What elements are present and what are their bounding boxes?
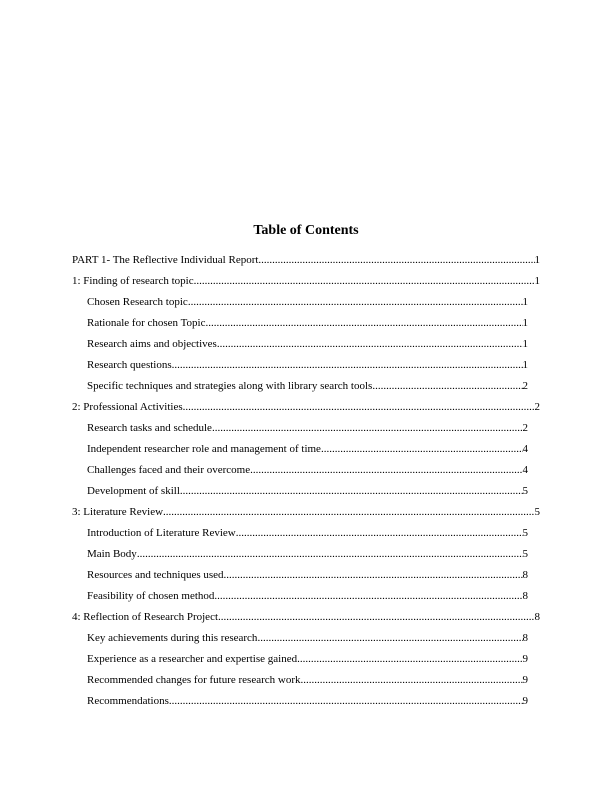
- toc-entry-text: Challenges faced and their overcome: [87, 464, 251, 476]
- toc-entry-text: Development of skill: [87, 485, 180, 497]
- toc-section-entry[interactable]: [72, 611, 540, 632]
- toc-dot-leader: [180, 485, 523, 498]
- toc-subsection-entry[interactable]: [87, 485, 528, 506]
- toc-dot-leader: [297, 653, 522, 666]
- toc-page-number: 2: [522, 422, 528, 434]
- toc-entry-text: Research questions: [87, 359, 172, 371]
- toc-subsection-entry[interactable]: [87, 632, 528, 653]
- toc-subsection-entry[interactable]: [87, 338, 528, 359]
- toc-dot-leader: [258, 254, 534, 267]
- toc-subsection-entry[interactable]: [87, 317, 528, 338]
- toc-dot-leader: [205, 317, 522, 330]
- toc-dot-leader: [214, 590, 522, 603]
- toc-subsection-entry[interactable]: [87, 380, 528, 401]
- toc-dot-leader: [212, 422, 523, 435]
- toc-entry-text: Chosen Research topic: [87, 296, 188, 308]
- toc-subsection-entry[interactable]: [87, 443, 528, 464]
- toc-subsection-entry[interactable]: [87, 359, 528, 380]
- toc-page-number: 9: [522, 653, 528, 665]
- toc-dot-leader: [169, 695, 523, 708]
- toc-page-number: 8: [522, 569, 528, 581]
- toc-entry-text: 4: Reflection of Research Project: [72, 611, 219, 623]
- toc-entry-text: 2: Professional Activities: [72, 401, 183, 413]
- toc-page-number: 5: [534, 506, 540, 518]
- toc-page-number: 1: [534, 254, 540, 266]
- toc-section-entry[interactable]: [72, 401, 540, 422]
- toc-page-number: 1: [534, 275, 540, 287]
- toc-dot-leader: [257, 632, 522, 645]
- toc-dot-leader: [163, 506, 534, 519]
- toc-entry-text: Rationale for chosen Topic: [87, 317, 206, 329]
- toc-subsection-entry[interactable]: [87, 590, 528, 611]
- toc-subsection-entry[interactable]: [87, 695, 528, 716]
- toc-page-number: 5: [522, 548, 528, 560]
- toc-entry-text: Feasibility of chosen method: [87, 590, 215, 602]
- toc-entry-text: Independent researcher role and management of time: [87, 443, 321, 455]
- toc-dot-leader: [183, 401, 535, 414]
- toc-entry-text: Experience as a researcher and expertise gained: [87, 653, 298, 665]
- toc-entry-text: Research tasks and schedule: [87, 422, 212, 434]
- toc-dot-leader: [321, 443, 523, 456]
- toc-subsection-entry[interactable]: [87, 569, 528, 590]
- toc-title: Table of Contents: [253, 223, 359, 238]
- toc-dot-leader: [250, 464, 522, 477]
- toc-page-number: 2: [534, 401, 540, 413]
- toc-dot-leader: [372, 380, 522, 393]
- toc-dot-leader: [217, 338, 523, 351]
- toc-subsection-entry[interactable]: [87, 674, 528, 695]
- toc-dot-leader: [224, 569, 523, 582]
- toc-page-number: 5: [522, 527, 528, 539]
- toc-section-entry[interactable]: [72, 275, 540, 296]
- toc-page-number: 4: [522, 464, 528, 476]
- toc-subsection-entry[interactable]: [87, 296, 528, 317]
- toc-dot-leader: [172, 359, 523, 372]
- toc-page-number: 1: [522, 296, 528, 308]
- toc-page-number: 8: [534, 611, 540, 623]
- toc-page-number: 1: [522, 317, 528, 329]
- toc-dot-leader: [236, 527, 523, 540]
- toc-entry-text: Recommended changes for future research work: [87, 674, 301, 686]
- toc-page-number: 1: [522, 338, 528, 350]
- toc-entry-text: Main Body: [87, 548, 137, 560]
- toc-page-number: 2: [522, 380, 528, 392]
- toc-dot-leader: [188, 296, 523, 309]
- toc-page-number: 8: [522, 590, 528, 602]
- toc-entry-text: Introduction of Literature Review: [87, 527, 236, 539]
- toc-subsection-entry[interactable]: [87, 653, 528, 674]
- toc-section-entry[interactable]: [72, 254, 540, 275]
- toc-entry-text: Key achievements during this research: [87, 632, 258, 644]
- toc-list: [72, 254, 540, 716]
- toc-subsection-entry[interactable]: [87, 422, 528, 443]
- toc-entry-text: Recommendations: [87, 695, 169, 707]
- toc-page-number: 1: [522, 359, 528, 371]
- toc-dot-leader: [137, 548, 523, 561]
- toc-page-number: 4: [522, 443, 528, 455]
- toc-page-number: 9: [522, 674, 528, 686]
- toc-dot-leader: [194, 275, 535, 288]
- toc-subsection-entry[interactable]: [87, 527, 528, 548]
- toc-entry-text: Resources and techniques used: [87, 569, 224, 581]
- toc-dot-leader: [301, 674, 523, 687]
- toc-page-number: 9: [522, 695, 528, 707]
- toc-page-number: 8: [522, 632, 528, 644]
- toc-subsection-entry[interactable]: [87, 548, 528, 569]
- toc-entry-text: 1: Finding of research topic: [72, 275, 194, 287]
- toc-entry-text: Specific techniques and strategies along with library search tools: [87, 380, 373, 392]
- toc-section-entry[interactable]: [72, 506, 540, 527]
- toc-entry-text: 3: Literature Review: [72, 506, 164, 518]
- toc-entry-text: Research aims and objectives: [87, 338, 217, 350]
- toc-page-number: 5: [522, 485, 528, 497]
- toc-dot-leader: [218, 611, 534, 624]
- toc-subsection-entry[interactable]: [87, 464, 528, 485]
- toc-entry-text: PART 1- The Reflective Individual Report: [72, 254, 259, 266]
